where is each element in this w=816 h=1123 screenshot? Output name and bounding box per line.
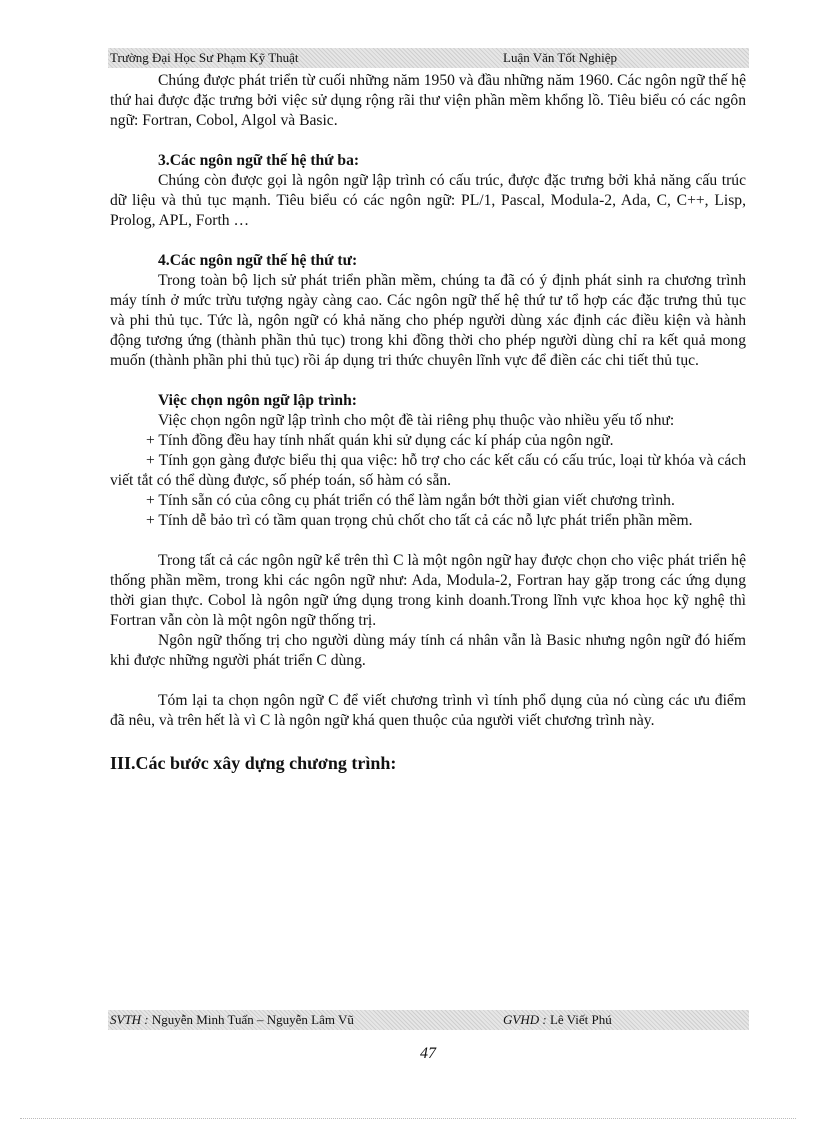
svth-label: SVTH : [110,1012,149,1027]
paragraph-gen3: Chúng còn được gọi là ngôn ngữ lập trình có cấu trúc, được đặc trưng bởi khả năng cấu trúc dữ liệu và thủ tục mạnh. Tiêu biểu có các ngôn ngữ: PL/1, Pascal, Modula-2, Ada, C, C++, Lisp, Prolog, APL, Forth … [110,172,746,229]
paragraph-language-choice: Việc chọn ngôn ngữ lập trình cho một đề tài riêng phụ thuộc vào nhiều yếu tố như: [158,412,675,429]
page-body [110,71,746,775]
paragraph-conclusion: Tóm lại ta chọn ngôn ngữ C để viết chương trình vì tính phổ dụng của nó cùng các ưu điểm đã nêu, và trên hết là vì C là ngôn ngữ khá quen thuộc của người viết chương trình này. [110,692,746,729]
paragraph-basic: Ngôn ngữ thống trị cho người dùng máy tính cá nhân vẫn là Basic nhưng ngôn ngữ đó hiếm khi được những người phát triển C dùng. [110,632,746,669]
svth-names: Nguyễn Minh Tuấn – Nguyễn Lâm Vũ [148,1012,354,1027]
heading-gen3: 3.Các ngôn ngữ thế hệ thứ ba: [158,152,360,169]
footer-supervisor [503,1010,612,1030]
criterion-consistency: + Tính đồng đều hay tính nhất quán khi sử dụng các kí pháp của ngôn ngữ. [146,432,614,449]
gvhd-label: GVHD : [503,1012,547,1027]
heading-language-choice: Việc chọn ngôn ngữ lập trình: [158,392,357,409]
paragraph-gen2: Chúng được phát triển từ cuối những năm 1950 và đầu những năm 1960. Các ngôn ngữ thế hệ thứ hai được đặc trưng bởi việc sử dụng rộng rãi thư viện phần mềm khổng lồ. Tiêu biểu có các ngôn ngữ: Fortran, Cobol, Algol và Basic. [110,72,746,129]
page-number: 47 [420,1045,436,1062]
bottom-divider [20,1118,796,1119]
section-heading-build-steps: III.Các bước xây dựng chương trình: [110,753,397,773]
paragraph-c-choice: Trong tất cả các ngôn ngữ kể trên thì C là một ngôn ngữ hay được chọn cho việc phát triển hệ thống phần mềm, trong khi các ngôn ngữ như: Ada, Modula-2, Fortran hay gặp trong các ứng dụng thời gian thực. Cobol là ngôn ngữ ứng dụng trong kinh doanh.Trong lĩnh vực khoa học kỹ nghệ thì Fortran vẫn còn là một ngôn ngữ thống trị. [110,552,746,629]
footer-students [110,1010,354,1030]
paragraph-gen4: Trong toàn bộ lịch sử phát triển phần mềm, chúng ta đã có ý định phát sinh ra chương trình máy tính ở mức trừu tượng ngày càng cao. Các ngôn ngữ thế hệ thứ tư tổ hợp các đặc trưng thủ tục và phi thủ tục. Tức là, ngôn ngữ có khả năng cho phép người dùng xác định các điều kiện và hành động tương ứng (thành phần thủ tục) trong khi đồng thời cho phép người dùng chỉ ra kết quả mong muốn (thành phần phi thủ tục) rồi áp dụng tri thức chuyên lĩnh vực để điền các chi tiết thủ tục. [110,272,746,369]
criterion-compactness: + Tính gọn gàng được biểu thị qua việc: hỗ trợ cho các kết cấu có cấu trúc, loại từ khóa và cách viết tắt có thể dùng được, số phép toán, số hàm có sẵn. [110,452,746,489]
gvhd-name: Lê Viết Phú [546,1012,612,1027]
heading-gen4: 4.Các ngôn ngữ thế hệ thứ tư: [158,252,358,269]
page-header [108,48,749,68]
criterion-maintainability: + Tính dễ bảo trì có tầm quan trọng chủ chốt cho tất cả các nỗ lực phát triển phần mềm. [146,512,693,529]
criterion-tool-availability: + Tính sẵn có của công cụ phát triển có thể làm ngắn bớt thời gian viết chương trình. [146,492,675,509]
header-school: Trường Đại Học Sư Phạm Kỹ Thuật [110,50,299,65]
header-thesis-title: Luận Văn Tốt Nghiệp [503,50,617,65]
page-footer [108,1010,749,1030]
